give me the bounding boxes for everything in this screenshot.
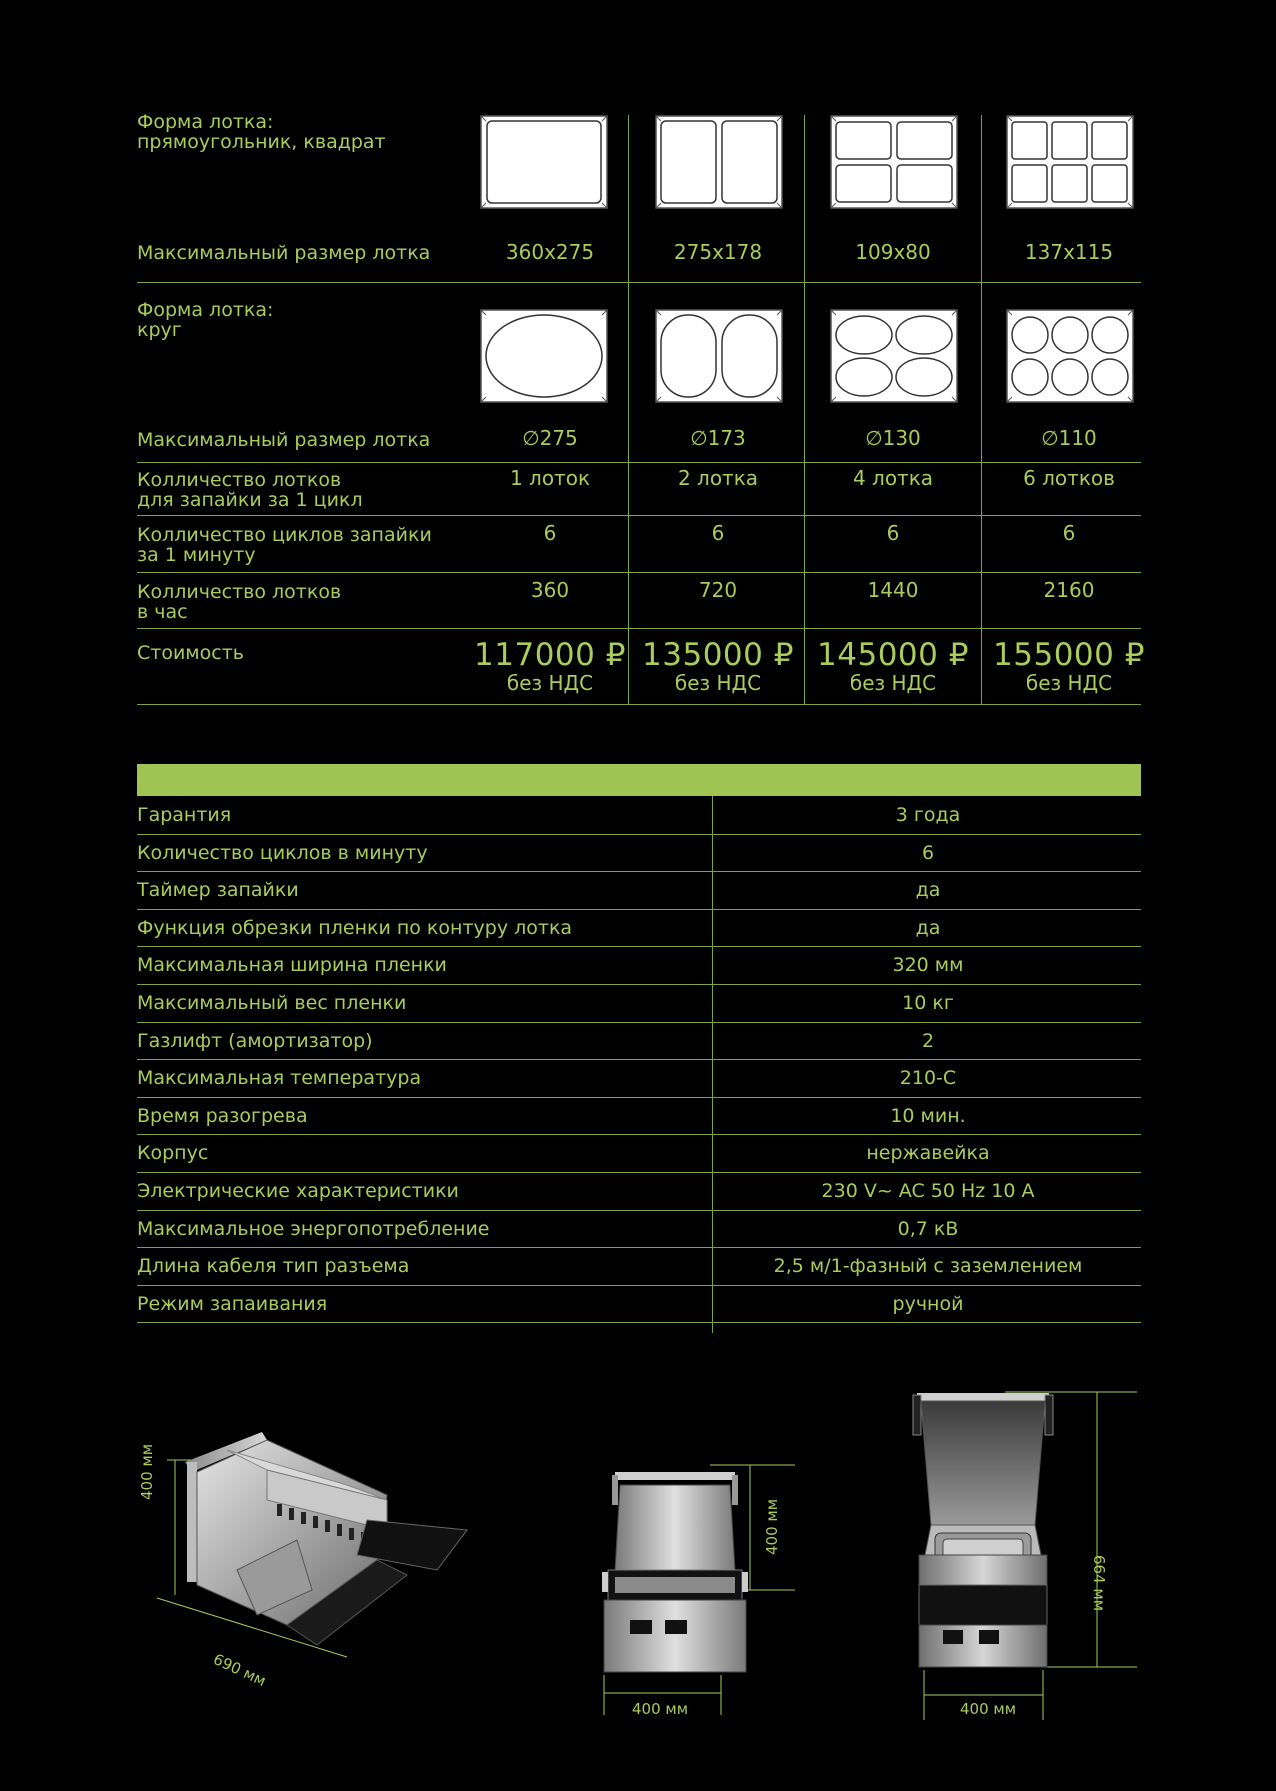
- side-view-image: [137, 1420, 477, 1660]
- spec-label: Электрические характеристики: [137, 1180, 459, 1202]
- spec-value: 320 мм: [892, 954, 964, 977]
- rect-size-1: 360x275: [505, 240, 595, 264]
- trays-per-cycle-4: 6 лотков: [1023, 466, 1115, 490]
- spec-value: да: [915, 916, 941, 939]
- price-4: [982, 638, 1156, 694]
- column-divider: [981, 115, 982, 705]
- price-2: [631, 638, 805, 694]
- tray-rect-6-icon: [1006, 115, 1134, 209]
- spec-value: да: [915, 879, 941, 902]
- round-size-2: ∅173: [690, 426, 746, 450]
- row-divider: [137, 282, 1141, 283]
- tray-rect-2-icon: [655, 115, 783, 209]
- side-height-label: 400 мм: [138, 1443, 156, 1500]
- trays-per-hour-label: Колличество лотков в час: [137, 581, 342, 623]
- price-amount: 135000 ₽: [642, 637, 794, 673]
- spec-row-divider: [137, 909, 1141, 910]
- tray-round-2-icon: [655, 309, 783, 403]
- cycles-per-minute-1: 6: [543, 521, 557, 545]
- front-height-label: 400 мм: [763, 1498, 781, 1555]
- spec-value: 230 V~ AC 50 Hz 10 A: [821, 1180, 1035, 1202]
- front-width-label: 400 мм: [632, 1700, 689, 1718]
- rect-size-4: 137x115: [1024, 240, 1114, 264]
- trays-per-cycle-1: 1 лоток: [509, 466, 591, 490]
- spec-value: ручной: [892, 1292, 964, 1315]
- spec-label: Функция обрезки пленки по контуру лотка: [137, 916, 573, 939]
- row-divider: [137, 628, 1141, 629]
- spec-row-divider: [137, 834, 1141, 835]
- diameter-icon: ∅: [522, 426, 540, 450]
- spec-row-divider: [137, 1210, 1141, 1211]
- specs-column-divider: [712, 796, 713, 1333]
- spec-value: 0,7 кВ: [897, 1217, 959, 1240]
- spec-value: нержавейка: [866, 1142, 990, 1165]
- tray-round-1-icon: [480, 309, 608, 403]
- trays-per-cycle-2: 2 лотка: [677, 466, 759, 490]
- spec-row-divider: [137, 1247, 1141, 1248]
- row-divider: [137, 515, 1141, 516]
- spec-label: Количество циклов в минуту: [137, 841, 428, 864]
- column-divider: [628, 115, 629, 705]
- spec-label: Таймер запайки: [137, 879, 299, 902]
- cycles-per-minute-label: Колличество циклов запайки за 1 минуту: [137, 524, 432, 566]
- spec-label: Время разогрева: [137, 1104, 308, 1127]
- spec-label: Максимальная ширина пленки: [137, 954, 447, 977]
- price-amount: 155000 ₽: [993, 637, 1145, 673]
- max-size-label: Максимальный размер лотка: [137, 242, 431, 264]
- trays-per-cycle-3: 4 лотка: [852, 466, 934, 490]
- spec-label: Максимальный вес пленки: [137, 992, 407, 1014]
- spec-row-divider: [137, 1172, 1141, 1173]
- vat-note: без НДС: [506, 671, 594, 695]
- cycles-per-minute-3: 6: [886, 521, 900, 545]
- side-length-label: 690 мм: [210, 1650, 269, 1690]
- open-width-label: 400 мм: [960, 1700, 1017, 1718]
- spec-value: 6: [921, 841, 935, 864]
- trays-per-hour-1: 360: [530, 578, 570, 602]
- cycles-per-minute-2: 6: [711, 521, 725, 545]
- spec-row-divider: [137, 1322, 1141, 1323]
- price-3: [806, 638, 980, 694]
- spec-value: 2: [921, 1029, 935, 1052]
- tray-rect-4-icon: [830, 115, 958, 209]
- diameter-icon: ∅: [865, 426, 883, 450]
- spec-row-divider: [137, 946, 1141, 947]
- open-height-label: 664 мм: [1090, 1555, 1108, 1612]
- shape-rect-label: Форма лотка: прямоугольник, квадрат: [137, 111, 386, 153]
- cycles-per-minute-4: 6: [1062, 521, 1076, 545]
- spec-row-divider: [137, 871, 1141, 872]
- tray-rect-1-icon: [480, 115, 608, 209]
- spec-label: Гарантия: [137, 804, 232, 826]
- vat-note: без НДС: [849, 671, 937, 695]
- diameter-icon: ∅: [1041, 426, 1059, 450]
- tray-round-4-icon: [830, 309, 958, 403]
- vat-note: без НДС: [1025, 671, 1113, 695]
- trays-per-hour-4: 2160: [1043, 578, 1095, 602]
- spec-row-divider: [137, 1134, 1141, 1135]
- spec-value: 3 года: [895, 804, 961, 826]
- diameter-icon: ∅: [690, 426, 708, 450]
- row-divider: [137, 462, 1141, 463]
- price-label: Стоимость: [137, 642, 244, 664]
- spec-label: Максимальная температура: [137, 1067, 422, 1090]
- round-size-3: ∅130: [865, 426, 921, 450]
- rect-size-2: 275x178: [673, 240, 763, 264]
- trays-per-hour-3: 1440: [867, 578, 919, 602]
- spec-row-divider: [137, 1097, 1141, 1098]
- spec-row-divider: [137, 1022, 1141, 1023]
- specs-header-bar: [137, 764, 1141, 796]
- spec-value: 2,5 м/1-фазный с заземлением: [773, 1255, 1083, 1278]
- spec-label: Максимальное энергопотребление: [137, 1217, 490, 1240]
- max-size-label-round: Максимальный размер лотка: [137, 429, 431, 451]
- shape-round-label: Форма лотка: круг: [137, 299, 274, 341]
- trays-per-cycle-label: Колличество лотков для запайки за 1 цикл: [137, 469, 363, 511]
- trays-per-hour-2: 720: [698, 578, 738, 602]
- row-divider: [137, 572, 1141, 573]
- tray-round-6-icon: [1006, 309, 1134, 403]
- spec-value: 10 мин.: [890, 1104, 966, 1127]
- spec-value: 10 кг: [902, 992, 954, 1014]
- open-view-image: [905, 1385, 1145, 1725]
- spec-value: 210-С: [899, 1067, 957, 1090]
- spec-row-divider: [137, 1285, 1141, 1286]
- spec-label: Газлифт (амортизатор): [137, 1029, 373, 1052]
- price-amount: 117000 ₽: [474, 637, 626, 673]
- spec-label: Длина кабеля тип разъема: [137, 1255, 410, 1278]
- round-size-4: ∅110: [1041, 426, 1097, 450]
- spec-label: Корпус: [137, 1142, 209, 1165]
- column-divider: [804, 115, 805, 705]
- price-amount: 145000 ₽: [817, 637, 969, 673]
- round-size-1: ∅275: [522, 426, 578, 450]
- rect-size-3: 109x80: [855, 240, 931, 264]
- price-1: [463, 638, 637, 694]
- spec-label: Режим запаивания: [137, 1292, 328, 1315]
- spec-row-divider: [137, 1059, 1141, 1060]
- row-divider: [137, 704, 1141, 705]
- vat-note: без НДС: [674, 671, 762, 695]
- spec-row-divider: [137, 984, 1141, 985]
